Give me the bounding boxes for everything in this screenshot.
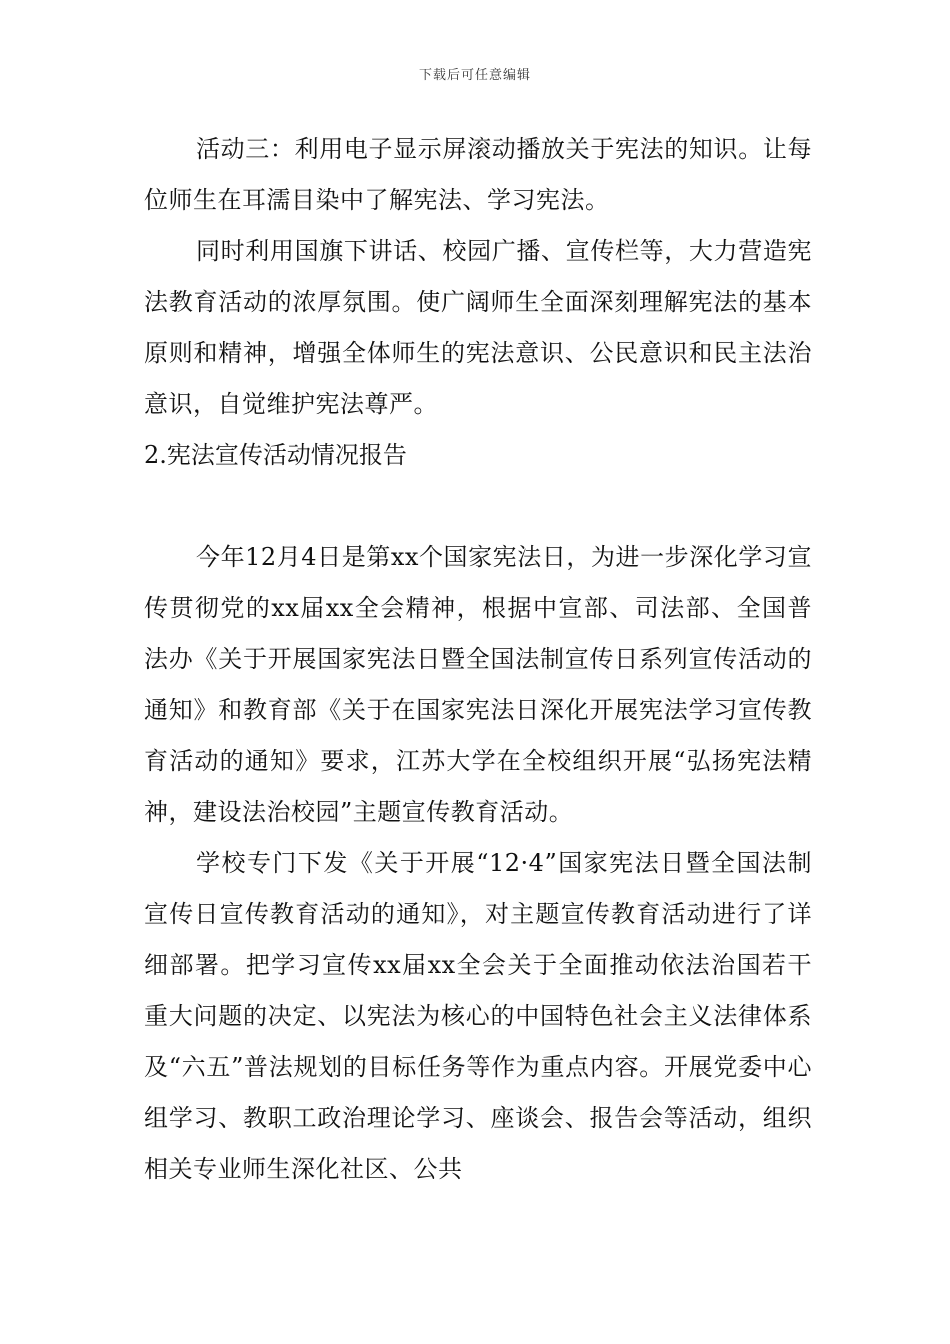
section-spacer — [144, 481, 812, 532]
document-body — [144, 124, 812, 1195]
section-heading: 2.宪法宣传活动情况报告 — [144, 441, 407, 469]
page-header: 下载后可任意编辑 — [418, 68, 531, 83]
paragraph-activity-three: 活动三：利用电子显示屏滚动播放关于宪法的知识。让每位师生在耳濡目染中了解宪法、学习宪法。 — [144, 135, 812, 214]
paragraph-constitution-day: 今年12月4日是第xx个国家宪法日，为进一步深化学习宣传贯彻党的xx届xx全会精神，根据中宣部、司法部、全国普法办《关于开展国家宪法日暨全国法制宣传日系列宣传活动的通知》和教育部《关于在国家宪法日深化开展宪法学习宣传教育活动的通知》要求，江苏大学在全校组织开展“弘扬宪法精神，建设法治校园”主题宣传教育活动。 — [144, 543, 812, 826]
paragraph-campus-promotion: 同时利用国旗下讲话、校园广播、宣传栏等，大力营造宪法教育活动的浓厚氛围。使广阔师生全面深刻理解宪法的基本原则和精神，增强全体师生的宪法意识、公民意识和民主法治意识，自觉维护宪法尊严。 — [144, 237, 812, 418]
paragraph-school-notice: 学校专门下发《关于开展“12·4”国家宪法日暨全国法制宣传日宣传教育活动的通知》，对主题宣传教育活动进行了详细部署。把学习宣传xx届xx全会关于全面推动依法治国若干重大问题的决定、以宪法为核心的中国特色社会主义法律体系及“六五”普法规划的目标任务等作为重点内容。开展党委中心组学习、教职工政治理论学习、座谈会、报告会等活动，组织相关专业师生深化社区、公共 — [144, 849, 812, 1183]
